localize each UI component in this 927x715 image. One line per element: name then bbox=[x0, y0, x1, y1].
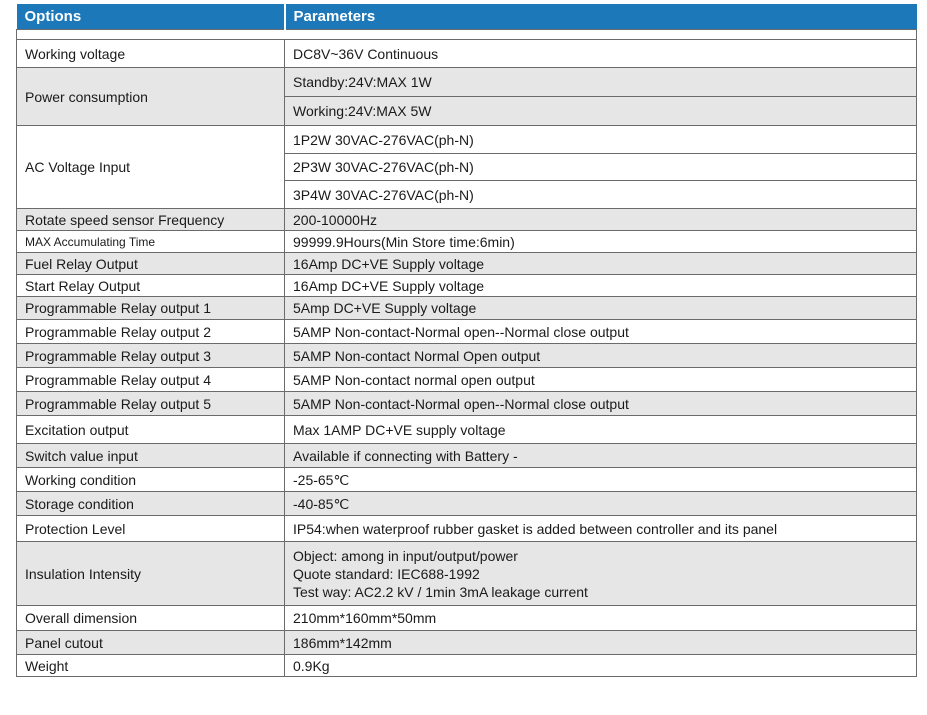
option-cell: Storage condition bbox=[17, 492, 285, 516]
table-row bbox=[17, 253, 917, 275]
option-cell: Programmable Relay output 2 bbox=[17, 320, 285, 344]
option-cell: Working voltage bbox=[17, 40, 285, 68]
table-row bbox=[17, 68, 917, 97]
option-cell: Switch value input bbox=[17, 444, 285, 468]
option-cell: AC Voltage Input bbox=[17, 126, 285, 209]
table-row bbox=[17, 392, 917, 416]
option-cell: Programmable Relay output 4 bbox=[17, 368, 285, 392]
value-cell: 186mm*142mm bbox=[285, 631, 917, 655]
table-row bbox=[17, 275, 917, 297]
table-header-row bbox=[17, 4, 917, 30]
value-cell: 5AMP Non-contact Normal Open output bbox=[285, 344, 917, 368]
value-cell: 2P3W 30VAC-276VAC(ph-N) bbox=[285, 154, 917, 181]
table-row bbox=[17, 492, 917, 516]
table-row bbox=[17, 631, 917, 655]
table-row bbox=[17, 320, 917, 344]
option-cell: Power consumption bbox=[17, 68, 285, 126]
option-cell: Protection Level bbox=[17, 516, 285, 542]
value-cell: Standby:24V:MAX 1W bbox=[285, 68, 917, 97]
table-row bbox=[17, 516, 917, 542]
table-row bbox=[17, 444, 917, 468]
option-cell: Programmable Relay output 3 bbox=[17, 344, 285, 368]
value-cell: 1P2W 30VAC-276VAC(ph-N) bbox=[285, 126, 917, 154]
value-cell: 3P4W 30VAC-276VAC(ph-N) bbox=[285, 181, 917, 209]
value-cell: -40-85℃ bbox=[285, 492, 917, 516]
value-cell: Available if connecting with Battery - bbox=[285, 444, 917, 468]
value-cell: 99999.9Hours(Min Store time:6min) bbox=[285, 231, 917, 253]
insulation-line: Object: among in input/output/power bbox=[293, 547, 518, 564]
insulation-line: Test way: AC2.2 kV / 1min 3mA leakage current bbox=[293, 583, 588, 600]
insulation-line: Quote standard: IEC688-1992 bbox=[293, 565, 480, 582]
value-cell: 5Amp DC+VE Supply voltage bbox=[285, 297, 917, 320]
option-cell: Weight bbox=[17, 655, 285, 677]
value-cell: 0.9Kg bbox=[285, 655, 917, 677]
option-cell: Working condition bbox=[17, 468, 285, 492]
value-cell: 5AMP Non-contact-Normal open--Normal close output bbox=[285, 392, 917, 416]
value-cell: Working:24V:MAX 5W bbox=[285, 97, 917, 126]
option-cell: MAX Accumulating Time bbox=[17, 231, 285, 253]
header-parameters: Parameters bbox=[285, 4, 917, 30]
table-row bbox=[17, 297, 917, 320]
table-row bbox=[17, 344, 917, 368]
value-cell: 200-10000Hz bbox=[285, 209, 917, 231]
table-row bbox=[17, 126, 917, 154]
table-row bbox=[17, 231, 917, 253]
value-cell: 5AMP Non-contact normal open output bbox=[285, 368, 917, 392]
spec-table bbox=[16, 4, 917, 677]
table-row bbox=[17, 416, 917, 444]
table-row bbox=[17, 40, 917, 68]
table-row bbox=[17, 368, 917, 392]
value-cell: Max 1AMP DC+VE supply voltage bbox=[285, 416, 917, 444]
table-row bbox=[17, 606, 917, 631]
option-cell: Panel cutout bbox=[17, 631, 285, 655]
option-cell: Overall dimension bbox=[17, 606, 285, 631]
option-cell: Insulation Intensity bbox=[17, 542, 285, 606]
option-cell: Programmable Relay output 5 bbox=[17, 392, 285, 416]
value-cell: 5AMP Non-contact-Normal open--Normal close output bbox=[285, 320, 917, 344]
table-row bbox=[17, 655, 917, 677]
value-cell: DC8V~36V Continuous bbox=[285, 40, 917, 68]
option-cell: Programmable Relay output 1 bbox=[17, 297, 285, 320]
value-cell: 16Amp DC+VE Supply voltage bbox=[285, 253, 917, 275]
table-row bbox=[17, 209, 917, 231]
value-cell: 210mm*160mm*50mm bbox=[285, 606, 917, 631]
spacer-row bbox=[17, 30, 917, 40]
value-cell: 16Amp DC+VE Supply voltage bbox=[285, 275, 917, 297]
table-row bbox=[17, 468, 917, 492]
value-cell: -25-65℃ bbox=[285, 468, 917, 492]
value-cell bbox=[285, 542, 917, 606]
option-cell: Rotate speed sensor Frequency bbox=[17, 209, 285, 231]
option-cell: Fuel Relay Output bbox=[17, 253, 285, 275]
header-options: Options bbox=[17, 4, 285, 30]
value-cell: IP54:when waterproof rubber gasket is added between controller and its panel bbox=[285, 516, 917, 542]
option-cell: Excitation output bbox=[17, 416, 285, 444]
option-cell: Start Relay Output bbox=[17, 275, 285, 297]
table-row bbox=[17, 542, 917, 606]
